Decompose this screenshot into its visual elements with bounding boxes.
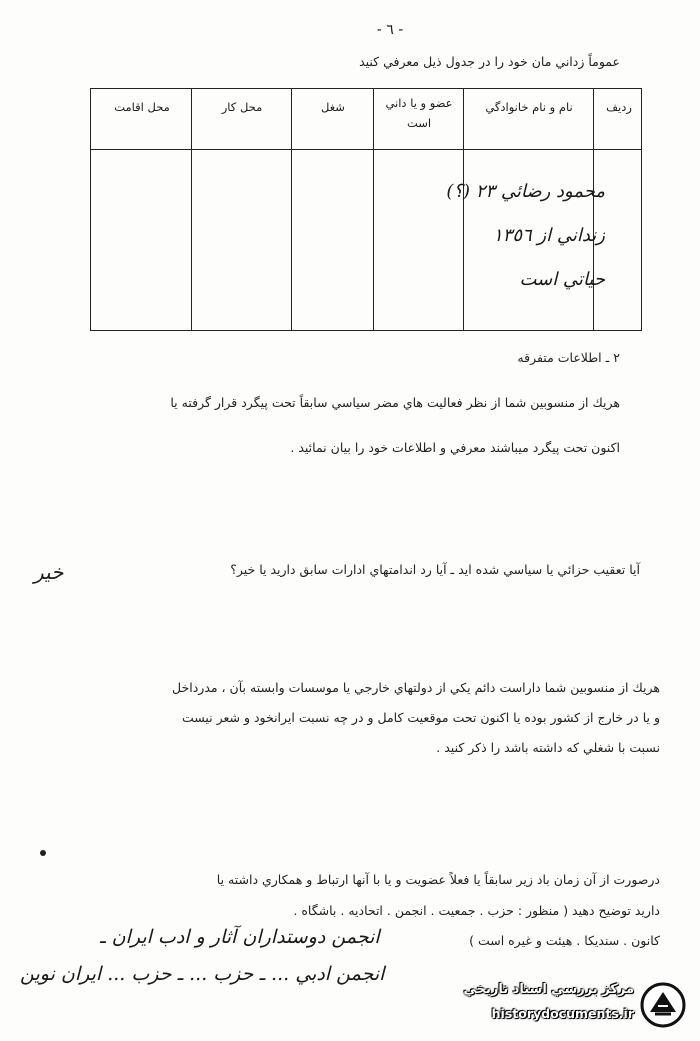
- question-4-line-1: درصورت از آن زمان باد زير سابقاً يا فعلاً عضويت و يا با آنها ارتباط و همكاري داشته يا: [216, 872, 660, 887]
- handwritten-table-entry: [446, 170, 605, 302]
- header-occupation: شغل: [321, 100, 345, 114]
- intro-instruction: عموماً زداني مان خود را در جدول ذيل معرفي كنيد: [359, 54, 620, 69]
- handwritten-line: حياتي است: [519, 269, 605, 290]
- question-4-line-3: كانون . سنديكا . هيئت و غيره است ): [469, 933, 660, 948]
- section-heading-misc-info: ٢ ـ اطلاعات متفرقه: [517, 350, 620, 365]
- handwritten-line: زنداني از ١٣٥٦: [493, 225, 605, 246]
- question-1-line-2: اكنون تحت پيگرد ميباشند معرفي و اطلاعات خود را بيان نمائيد .: [290, 440, 620, 455]
- watermark-name: مركز بررسي اسناد تاريخي: [463, 982, 634, 997]
- question-2: آيا تعقيب حزائي يا سياسي شده ايد ـ آيا رد اندامتهاي ادارات سابق داريد يا خير؟: [230, 562, 640, 577]
- question-4-handwritten-answer-2: انجمن ادبي ... ـ حزب ... ـ حزب ... ايران نوين: [20, 963, 385, 985]
- question-1-line-1: هريك از منسوبين شما از نظر فعاليت هاي مضر سياسي سابقاً تحت پيگرد قرار گرفته يا: [170, 395, 620, 410]
- table-header-divider: [91, 149, 641, 150]
- bullet-dot: [40, 850, 46, 856]
- table-column-divider: [373, 89, 374, 330]
- header-residence: محل اقامت: [114, 100, 170, 114]
- question-4-handwritten-answer-1: انجمن دوستداران آثار و ادب ايران ـ: [100, 926, 380, 948]
- watermark: [430, 978, 692, 1034]
- question-3-line-3: نسبت با شغلي كه داشته باشد را ذكر كنيد .: [436, 740, 660, 755]
- header-full-name: نام و نام خانوادگي: [485, 100, 573, 114]
- question-3-line-2: و يا در خارج از كشور بوده يا اكنون تحت موقعيت كامل و در چه نسبت ايرانخود و شعر نيست: [181, 710, 660, 725]
- question-2-handwritten-answer: خير: [34, 560, 64, 584]
- header-workplace: محل كار: [221, 100, 263, 114]
- page-number: - ٦ -: [376, 22, 404, 38]
- table-column-divider: [191, 89, 192, 330]
- archive-logo-icon: [640, 982, 686, 1028]
- handwritten-line: محمود رضائي ٢٣ (؟): [446, 181, 605, 202]
- question-3-line-1: هريك از منسوبين شما داراست دائم يكي از دولتهاي خارجي يا موسسات وابسته بآن ، مدرداخل: [172, 680, 660, 695]
- header-member-status: عضو و يا داني است: [385, 96, 453, 130]
- question-4-line-2: داريد توضيح دهيد ( منظور : حزب . جمعيت . انجمن . اتحاديه . باشگاه .: [293, 903, 660, 918]
- table-column-divider: [291, 89, 292, 330]
- header-row-number: رديف: [606, 100, 632, 114]
- watermark-url: historydocuments.ir: [491, 1006, 634, 1021]
